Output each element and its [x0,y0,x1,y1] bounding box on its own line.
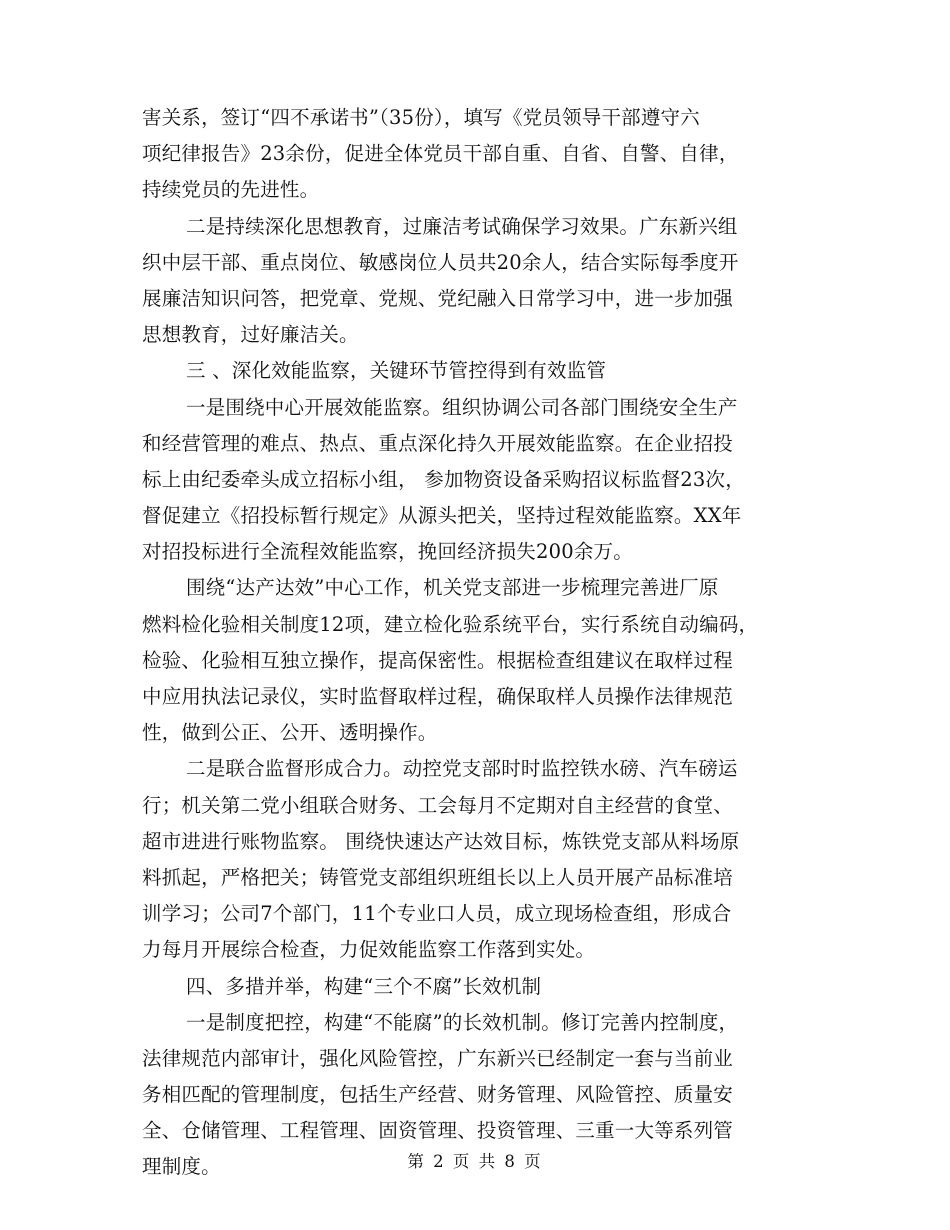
text-line: 害关系，签订“四不承诺书”（35份），填写《党员领导干部遵守六 [142,106,700,129]
text-line: 检验、化验相互独立操作，提高保密性。根据检查组建议在取样过程 [142,648,734,672]
text-line: 督促建立《招投标暂行规定》从源头把关，坚持过程效能监察。XX年 [142,504,742,528]
text-line: 项纪律报告》23余份，促进全体党员干部自重、自省、自警、自律， [142,142,739,166]
text-line: 对招投标进行全流程效能监察，挽回经济损失200余万。 [142,540,633,564]
text-line: 力每月开展综合检查，力促效能监察工作落到实处。 [142,938,596,962]
text-line: 行；机关第二党小组联合财务、工会每月不定期对自主经营的食堂、 [142,793,734,817]
text-line: 务相匹配的管理制度，包括生产经营、财务管理、风险管控、质量安 [142,1083,734,1107]
paragraph-start-line: 二是联合监督形成合力。动控党支部时时监控铁水磅、汽车磅运 [186,757,738,781]
page-number-footer: 第 2 页 共 8 页 [407,1152,543,1171]
section-heading: 四、多措并举，构建“三个不腐”长效机制 [186,974,542,998]
text-line: 理制度。 [142,1155,221,1179]
text-line: 超市进进行账物监察。 围绕快速达产达效目标，炼铁党支部从料场原 [142,829,740,853]
text-line: 织中层干部、重点岗位、敏感岗位人员共20余人，结合实际每季度开 [142,250,739,274]
paragraph-start-line: 一是围绕中心开展效能监察。组织协调公司各部门围绕安全生产 [186,395,738,419]
text-line: 和经营管理的难点、热点、重点深化持久开展效能监察。在企业招投 [142,431,734,455]
text-line: 思想教育，过好廉洁关。 [142,323,359,347]
paragraph-start-line: 一是制度把控，构建“不能腐”的长效机制。修订完善内控制度， [186,1010,739,1034]
text-line: 展廉洁知识问答，把党章、党规、党纪融入日常学习中，进一步加强 [142,286,734,310]
text-line: 法律规范内部审计，强化风险管控，广东新兴已经制定一套与当前业 [142,1046,734,1070]
text-line: 全、仓储管理、工程管理、固资管理、投资管理、三重一大等系列管 [142,1119,734,1143]
text-line: 持续党员的先进性。 [142,178,320,202]
text-line: 性，做到公正、公开、透明操作。 [142,721,438,745]
paragraph-start-line: 二是持续深化思想教育，过廉洁考试确保学习效果。广东新兴组 [186,214,738,238]
document-body [142,100,814,1186]
text-line: 中应用执法记录仪，实时监督取样过程，确保取样人员操作法律规范 [142,685,734,708]
text-line: 标上由纪委牵头成立招标小组， 参加物资设备采购招议标监督23次， [142,467,745,491]
text-line: 训学习；公司7个部门，11个专业口人员，成立现场检查组，形成合 [142,902,732,926]
paragraph-start-line: 围绕“达产达效”中心工作，机关党支部进一步梳理完善进厂原 [186,576,719,600]
text-line: 料抓起，严格把关；铸管党支部组织班组长以上人员开展产品标准培 [142,865,734,889]
text-line: 燃料检化验相关制度12项，建立检化验系统平台，实行系统自动编码， [142,612,759,636]
section-heading: 三 、深化效能监察，关键环节管控得到有效监管 [186,359,607,383]
